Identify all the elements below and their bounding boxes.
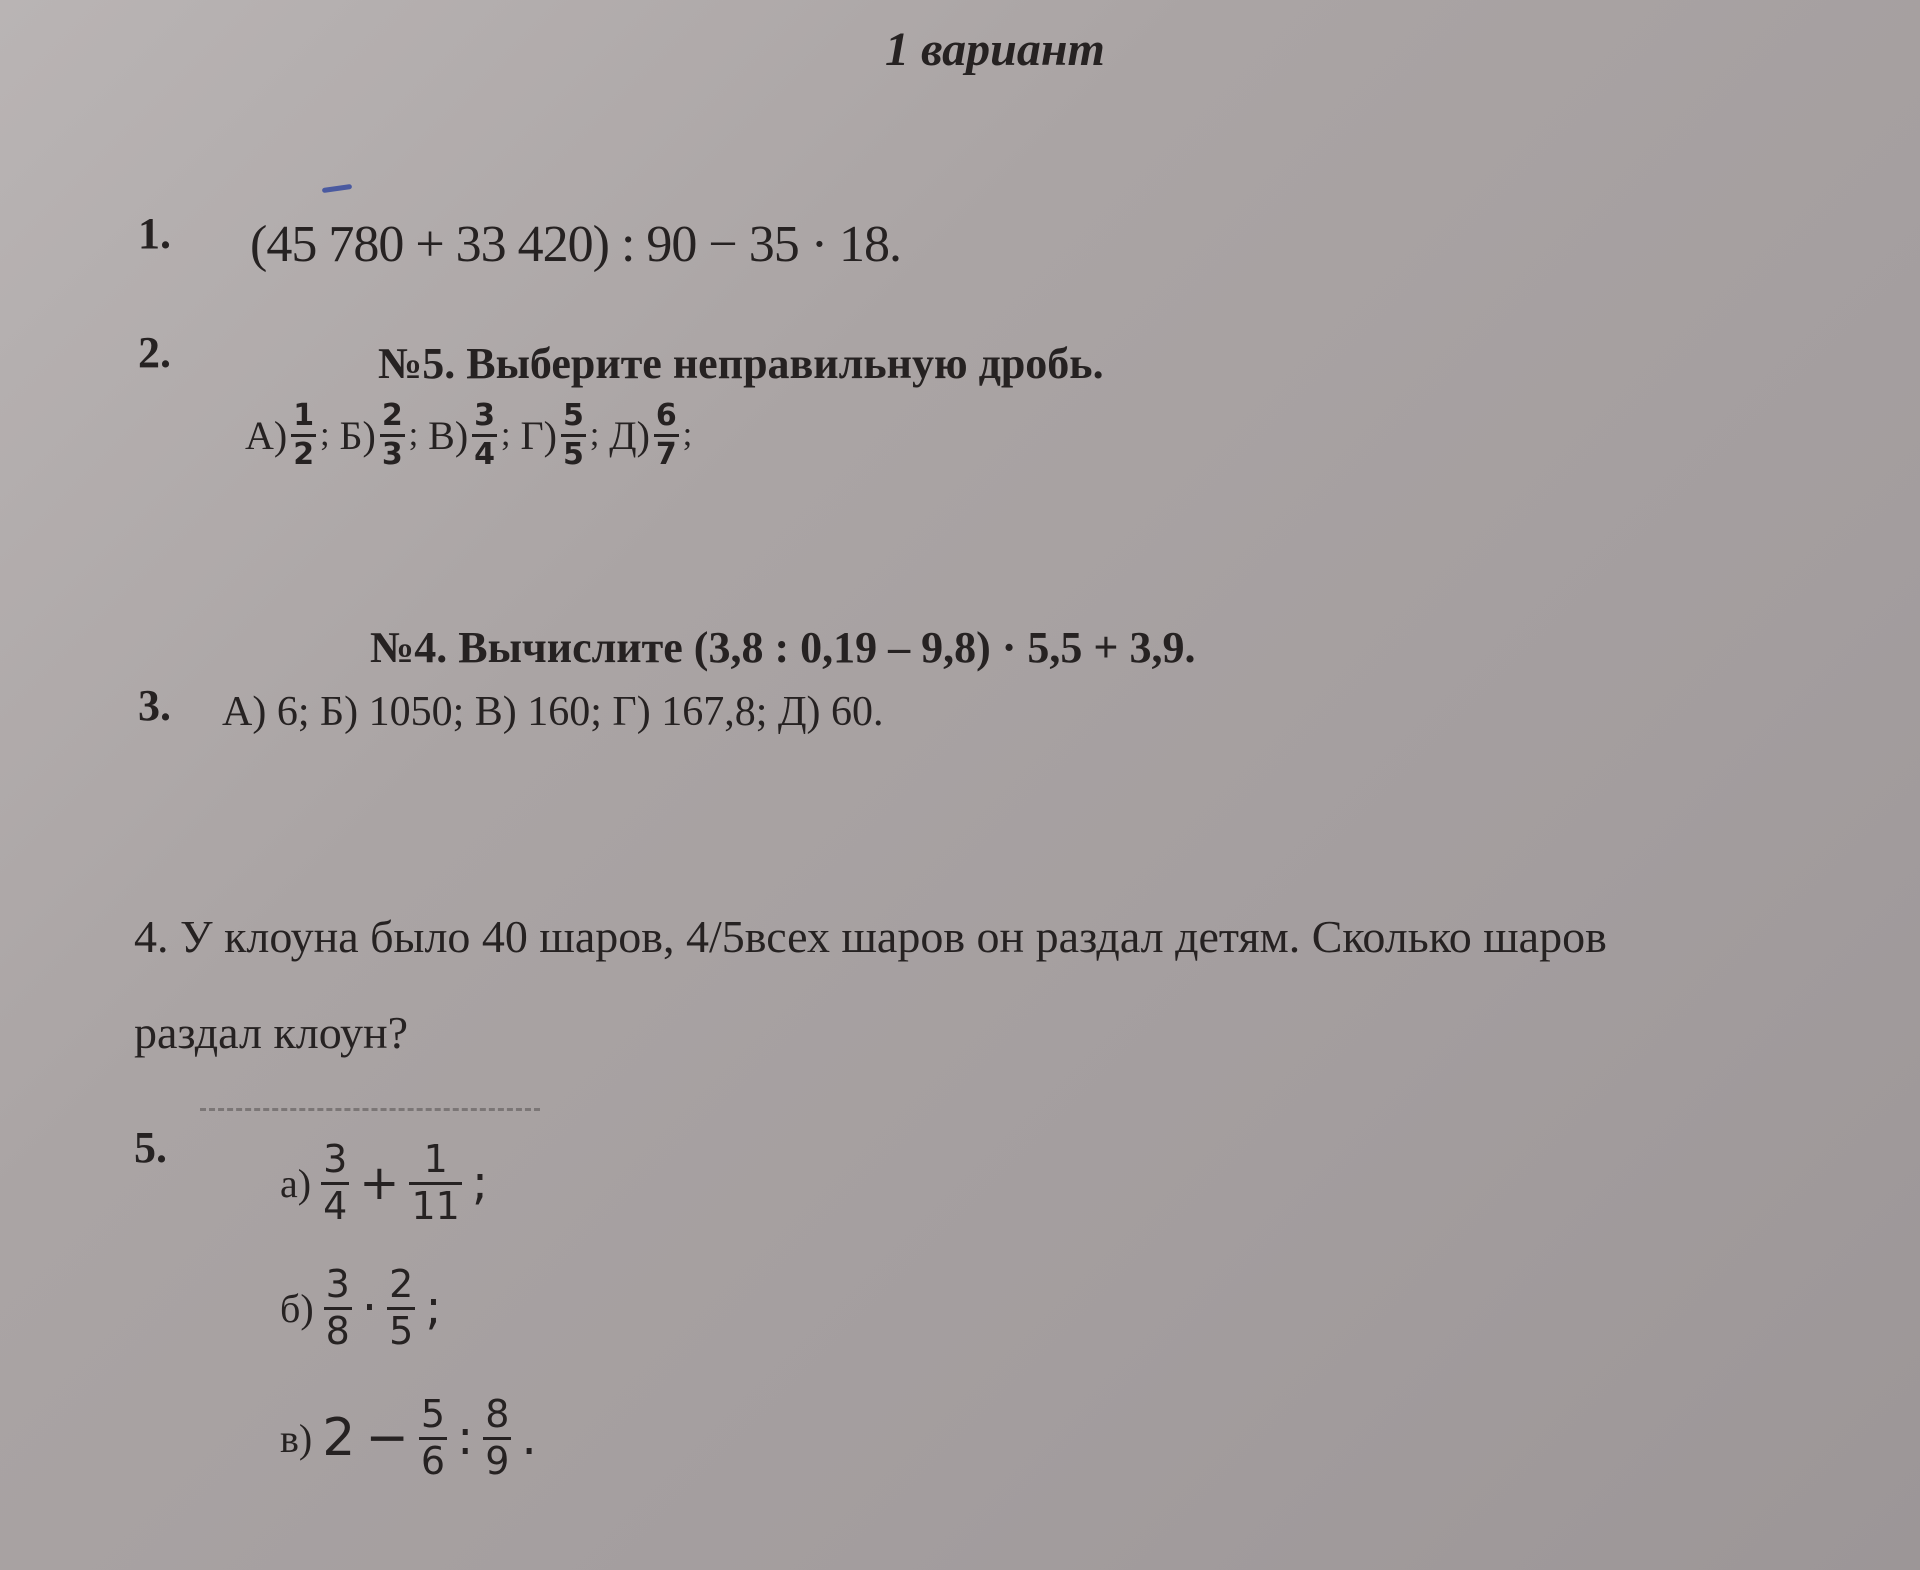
multiply-operator: · bbox=[361, 1280, 378, 1337]
item-label: в) bbox=[280, 1415, 313, 1461]
task-5-number: 5. bbox=[134, 1123, 167, 1172]
numerator: 3 bbox=[474, 398, 496, 433]
numerator: 5 bbox=[562, 398, 584, 433]
item-label: б) bbox=[280, 1285, 314, 1331]
end-punctuation: ; bbox=[471, 1155, 489, 1212]
variant-title: 1 вариант bbox=[885, 23, 1105, 76]
separator: ; bbox=[320, 416, 330, 453]
task-5-item-c bbox=[280, 1392, 537, 1483]
option-e bbox=[609, 400, 692, 470]
numerator: 2 bbox=[381, 398, 403, 433]
task-5-item-a bbox=[280, 1137, 489, 1228]
option-c bbox=[428, 400, 510, 470]
separator: ; bbox=[408, 416, 419, 453]
denominator: 3 bbox=[381, 436, 403, 472]
fraction bbox=[324, 1262, 352, 1353]
separator: ; bbox=[501, 416, 511, 453]
fraction bbox=[654, 400, 679, 470]
task-1-expression: (45 780 + 33 420) : 90 − 35 · 18. bbox=[250, 216, 902, 273]
denominator: 5 bbox=[562, 436, 584, 472]
numerator: 8 bbox=[485, 1392, 510, 1436]
numerator: 1 bbox=[423, 1137, 448, 1181]
fraction bbox=[380, 400, 405, 470]
fraction bbox=[561, 400, 586, 470]
task-4-line-1: 4. У клоуна было 40 шаров, 4/5всех шаров он раздал детям. Сколько шаров bbox=[134, 911, 1607, 962]
fraction bbox=[387, 1262, 415, 1353]
denominator: 6 bbox=[420, 1438, 446, 1483]
denominator: 8 bbox=[325, 1308, 350, 1353]
fraction bbox=[409, 1137, 461, 1228]
end-punctuation: ; bbox=[425, 1280, 442, 1337]
fraction bbox=[483, 1392, 511, 1483]
numerator: 5 bbox=[420, 1392, 446, 1436]
task-3-answers: А) 6; Б) 1050; В) 160; Г) 167,8; Д) 60. bbox=[222, 689, 884, 735]
denominator: 2 bbox=[293, 436, 315, 472]
minus-operator: − bbox=[365, 1408, 409, 1469]
option-label: Г) bbox=[520, 412, 557, 458]
denominator: 9 bbox=[485, 1438, 510, 1483]
fraction bbox=[291, 400, 316, 470]
task-2-heading: №5. Выберите неправильную дробь. bbox=[378, 339, 1104, 388]
denominator: 11 bbox=[411, 1183, 460, 1228]
plus-operator: + bbox=[359, 1155, 400, 1212]
task-3-heading: №4. Вычислите (3,8 : 0,19 – 9,8) · 5,5 + 3,9. bbox=[370, 623, 1196, 672]
option-b bbox=[340, 400, 419, 470]
denominator: 4 bbox=[323, 1183, 348, 1228]
task-4-line-2: раздал клоун? bbox=[134, 1007, 409, 1058]
fraction bbox=[472, 400, 497, 470]
option-label: Д) bbox=[609, 412, 650, 458]
task-2-number: 2. bbox=[138, 328, 171, 377]
option-d bbox=[521, 400, 600, 470]
denominator: 4 bbox=[474, 436, 496, 472]
fraction bbox=[419, 1392, 447, 1483]
dashed-divider bbox=[200, 1108, 540, 1111]
option-label: Б) bbox=[339, 412, 376, 458]
whole-number: 2 bbox=[322, 1408, 356, 1469]
pen-mark bbox=[322, 184, 352, 193]
end-punctuation: . bbox=[521, 1410, 537, 1467]
denominator: 5 bbox=[389, 1308, 414, 1353]
task-2-options bbox=[245, 400, 702, 470]
numerator: 6 bbox=[655, 398, 677, 433]
option-label: А) bbox=[245, 412, 288, 458]
numerator: 1 bbox=[293, 398, 315, 433]
item-label: а) bbox=[280, 1160, 312, 1206]
divide-operator: : bbox=[457, 1410, 474, 1467]
numerator: 3 bbox=[325, 1262, 350, 1306]
numerator: 2 bbox=[389, 1262, 414, 1306]
task-1-number: 1. bbox=[138, 209, 171, 258]
task-5-item-b bbox=[280, 1262, 442, 1353]
option-label: В) bbox=[428, 412, 469, 458]
option-a bbox=[245, 400, 330, 470]
separator: ; bbox=[682, 416, 693, 453]
fraction bbox=[321, 1137, 349, 1228]
task-3-number: 3. bbox=[138, 681, 171, 730]
denominator: 7 bbox=[655, 436, 677, 472]
separator: ; bbox=[589, 416, 600, 453]
numerator: 3 bbox=[323, 1137, 348, 1181]
